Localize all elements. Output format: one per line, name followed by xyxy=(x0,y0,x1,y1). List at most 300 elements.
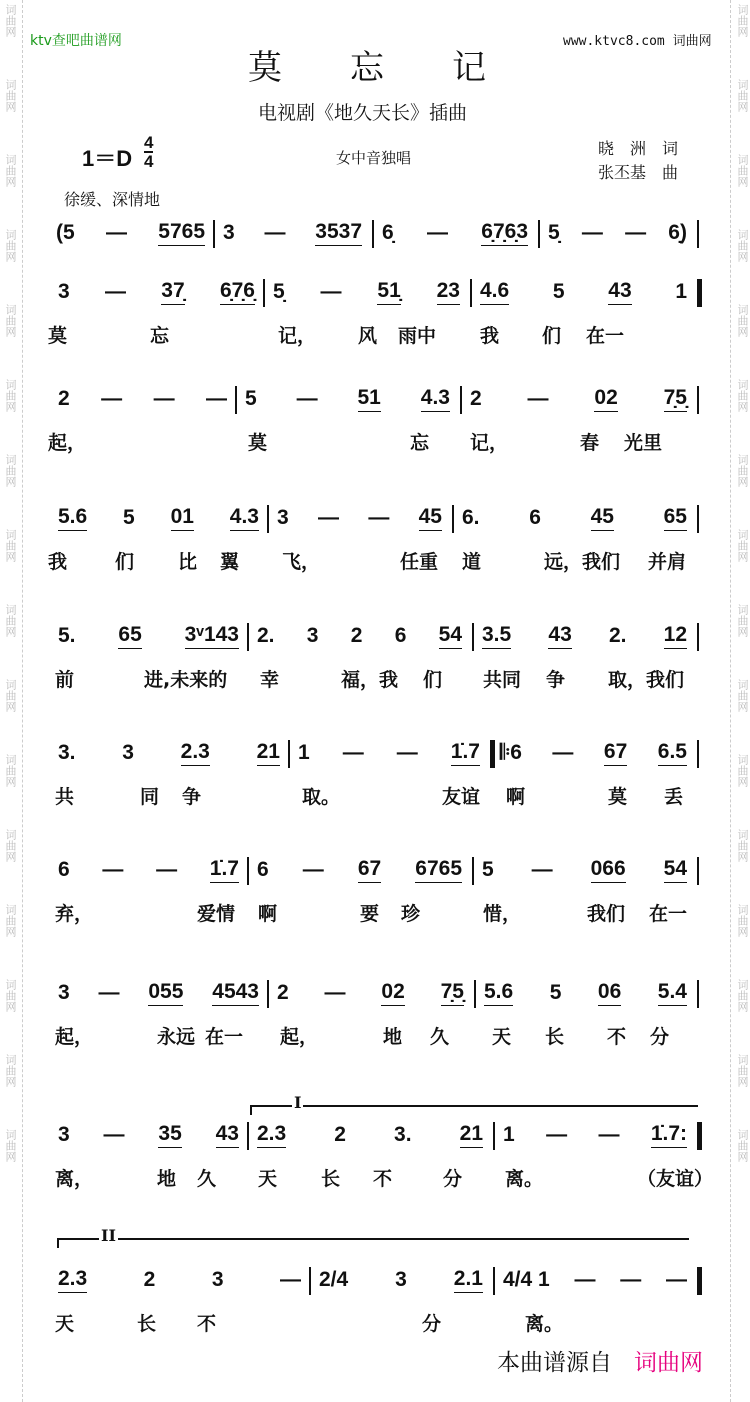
barline xyxy=(235,386,237,414)
dash-note: — xyxy=(156,857,178,881)
barline xyxy=(263,279,265,307)
lyric: 们 xyxy=(115,551,135,573)
side-watermark-text: 词曲网 xyxy=(736,4,749,37)
lyricist: 晓 洲 词 xyxy=(598,139,679,158)
dash-note: — xyxy=(102,857,124,881)
barline xyxy=(288,740,290,768)
dash-note: — xyxy=(318,505,339,529)
note: 1̇.7: xyxy=(651,1122,687,1148)
barline xyxy=(490,740,495,768)
dash-note: — xyxy=(574,1267,596,1291)
lyric: 忘 xyxy=(150,325,170,347)
barline xyxy=(697,857,699,885)
time-signature xyxy=(144,134,153,170)
note: 7̣5̣ xyxy=(441,980,464,1006)
note: 6 xyxy=(394,623,407,647)
lyric: 起， xyxy=(280,1026,319,1048)
first-ending-label: I xyxy=(294,1093,302,1112)
lyric: 永远 xyxy=(157,1026,196,1048)
barline xyxy=(697,980,699,1008)
note: 23 xyxy=(437,279,460,305)
note: 1̇.7 xyxy=(210,857,239,883)
note: 3 xyxy=(58,980,70,1004)
song-subtitle: 电视剧《地久天长》插曲 xyxy=(258,102,468,124)
site-watermark-right[interactable]: www.ktvc8.com 词曲网 xyxy=(563,34,712,49)
note: 4543 xyxy=(212,980,259,1006)
measure xyxy=(245,384,450,414)
note: 5 xyxy=(245,386,257,410)
lyric: 任重 xyxy=(400,551,439,573)
side-watermark-text: 词曲网 xyxy=(4,379,17,412)
composer: 张丕基 曲 xyxy=(598,163,679,182)
note: 43 xyxy=(216,1122,239,1148)
barline xyxy=(538,220,540,248)
dash-note: — xyxy=(527,386,549,410)
side-watermark-text: 词曲网 xyxy=(736,1129,749,1162)
measure xyxy=(56,218,205,248)
measure xyxy=(58,855,239,885)
lyric: 翼 xyxy=(220,551,240,573)
lyric: 莫 xyxy=(48,325,68,347)
note: 2 xyxy=(58,386,70,410)
note: 3 xyxy=(58,1122,70,1146)
lyric: 福，我 xyxy=(341,669,399,691)
measure xyxy=(223,218,362,248)
lyric: 地 xyxy=(157,1168,177,1190)
lyric: 风 xyxy=(358,325,378,347)
barline xyxy=(247,623,249,651)
voice-type: 女中音独唱 xyxy=(336,149,412,167)
lyric: 在一 xyxy=(205,1026,244,1048)
barline xyxy=(213,220,215,248)
barline xyxy=(697,386,699,414)
dash-note: — xyxy=(620,1267,642,1291)
note: 1 xyxy=(503,1122,515,1146)
note: 43 xyxy=(548,623,571,649)
measure xyxy=(319,1265,483,1295)
dash-note: — xyxy=(665,1267,687,1291)
note: 06 xyxy=(598,980,621,1006)
note: 54 xyxy=(439,623,462,649)
site-watermark-left[interactable]: ktv查吧曲谱网 xyxy=(30,33,122,49)
lyric: 们 xyxy=(542,325,562,347)
lyric: 我们 xyxy=(587,903,626,925)
note: 54 xyxy=(664,857,687,883)
lyric: 雨中 xyxy=(398,325,437,347)
song-title: 莫 忘 记 xyxy=(248,48,486,88)
barline xyxy=(267,505,269,533)
note: 5 xyxy=(482,857,494,881)
note: 3. xyxy=(394,1122,412,1146)
note: 2 xyxy=(470,386,482,410)
lyric: 离。 xyxy=(505,1168,544,1190)
note: 5 xyxy=(123,505,135,529)
dash-note: — xyxy=(320,279,342,303)
side-watermark-text: 词曲网 xyxy=(736,979,749,1012)
note: 3 xyxy=(223,220,235,244)
note: 12 xyxy=(664,623,687,649)
lyric: 长 xyxy=(137,1313,157,1335)
lyric: 春 xyxy=(580,432,600,454)
side-watermark-text: 词曲网 xyxy=(4,679,17,712)
dash-note: — xyxy=(396,740,418,764)
note: 3ᵛ143 xyxy=(185,623,239,649)
measure xyxy=(58,1265,301,1295)
lyric: 我 xyxy=(48,551,68,573)
barline xyxy=(452,505,454,533)
lyric: 地 xyxy=(383,1026,403,1048)
note: 2/4 xyxy=(319,1267,349,1291)
note: 6̣7̣6̣ xyxy=(220,279,255,305)
note: 5.4 xyxy=(658,980,687,1006)
staff-row xyxy=(0,1120,750,1150)
note: 3 xyxy=(277,505,289,529)
dash-note: — xyxy=(296,386,318,410)
lyric: 不 xyxy=(373,1168,393,1190)
dash-note: — xyxy=(552,740,574,764)
dash-note: — xyxy=(101,386,123,410)
lyric: 丢 xyxy=(664,786,684,808)
side-watermark-text: 词曲网 xyxy=(736,229,749,262)
note: 6̣7̣6̣3 xyxy=(481,220,528,246)
dash-note: — xyxy=(279,1267,301,1291)
note: 1̇.7 xyxy=(451,740,480,766)
measure xyxy=(58,503,259,533)
lyric: 道 xyxy=(462,551,482,573)
side-watermark-text: 词曲网 xyxy=(736,79,749,112)
note: 5.6 xyxy=(484,980,513,1006)
lyric: 离。 xyxy=(525,1313,564,1335)
lyric: 爱情 xyxy=(197,903,236,925)
measure xyxy=(503,1120,687,1150)
side-watermark-text: 词曲网 xyxy=(736,454,749,487)
note: 4.6 xyxy=(480,279,509,305)
note: 2 xyxy=(143,1267,156,1291)
lyric: 前 xyxy=(55,669,75,691)
dash-note: — xyxy=(103,1122,125,1146)
barline xyxy=(697,279,702,307)
note: 6 xyxy=(257,857,269,881)
barline xyxy=(470,279,472,307)
note: 2.3 xyxy=(58,1267,87,1293)
note: 65 xyxy=(118,623,141,649)
note: 2 xyxy=(334,1122,346,1146)
measure xyxy=(58,978,259,1008)
staff-row xyxy=(0,384,750,414)
measure xyxy=(548,218,687,248)
time-sig-top: 4 xyxy=(144,133,154,152)
source-label: 本曲谱源自 xyxy=(497,1350,612,1376)
lyric: 分 xyxy=(650,1026,670,1048)
side-watermark-text: 词曲网 xyxy=(736,304,749,337)
left-border xyxy=(22,0,23,1402)
note: 6. xyxy=(462,505,480,529)
barline xyxy=(697,505,699,533)
lyric: 忘 xyxy=(410,432,430,454)
side-watermark-text: 词曲网 xyxy=(4,229,17,262)
dash-note: — xyxy=(98,980,120,1004)
lyric: 久 xyxy=(430,1026,450,1048)
measure xyxy=(482,621,687,651)
lyric: 取，我们 xyxy=(608,669,685,691)
note: 3 xyxy=(58,279,70,303)
note: 066 xyxy=(591,857,626,883)
note: 21 xyxy=(257,740,280,766)
barline xyxy=(247,857,249,885)
lyric: 要 xyxy=(360,903,380,925)
lyric: 离， xyxy=(55,1168,94,1190)
note: 3.5 xyxy=(482,623,511,649)
dash-note: — xyxy=(104,279,126,303)
measure xyxy=(484,978,687,1008)
note: 67 xyxy=(358,857,381,883)
dash-note: — xyxy=(153,386,175,410)
right-border xyxy=(730,0,731,1402)
lyric: 不 xyxy=(607,1026,627,1048)
side-watermark-text: 词曲网 xyxy=(4,1054,17,1087)
staff-row xyxy=(0,855,750,885)
note: 5 xyxy=(549,980,562,1004)
staff-row xyxy=(0,621,750,651)
measure xyxy=(58,384,227,414)
barline xyxy=(493,1267,495,1295)
lyric: 并肩 xyxy=(648,551,687,573)
lyric: 啊 xyxy=(258,903,278,925)
lyric: 啊 xyxy=(506,786,526,808)
side-watermark-text: 词曲网 xyxy=(736,154,749,187)
barline xyxy=(460,386,462,414)
staff-row xyxy=(0,738,750,768)
note: 2.1 xyxy=(454,1267,483,1293)
lyric: 友谊 xyxy=(442,786,481,808)
note: 7̣5̣ xyxy=(664,386,687,412)
side-watermark-text: 词曲网 xyxy=(4,829,17,862)
lyric: 分 xyxy=(422,1313,442,1335)
staff-row xyxy=(0,503,750,533)
key-signature: 1＝D xyxy=(82,146,133,171)
lyric: 取。 xyxy=(302,786,341,808)
staff-row xyxy=(0,218,750,248)
source-site-link[interactable]: 词曲网 xyxy=(634,1350,703,1376)
note: 3. xyxy=(58,740,76,764)
barline xyxy=(493,1122,495,1150)
note: 5765 xyxy=(158,220,205,246)
barline xyxy=(697,740,699,768)
note: 055 xyxy=(148,980,183,1006)
lyric: 天 xyxy=(258,1168,278,1190)
lyric: 光里 xyxy=(624,432,663,454)
side-watermark-text: 词曲网 xyxy=(4,454,17,487)
dash-note: — xyxy=(531,857,553,881)
note: 02 xyxy=(381,980,404,1006)
note: 01 xyxy=(171,505,194,531)
note: 65 xyxy=(664,505,687,531)
note: 6.5 xyxy=(658,740,687,766)
note: 5̣ xyxy=(548,220,560,244)
second-ending-label: II xyxy=(101,1226,116,1245)
side-watermark-text: 词曲网 xyxy=(4,1129,17,1162)
lyric: 幸 xyxy=(260,669,280,691)
measure xyxy=(58,277,255,307)
side-watermark-text: 词曲网 xyxy=(4,529,17,562)
side-watermark-left xyxy=(3,4,19,1204)
measure xyxy=(482,855,687,885)
staff-row xyxy=(0,1265,750,1295)
note: 51 xyxy=(358,386,381,412)
side-watermark-text: 词曲网 xyxy=(4,979,17,1012)
barline xyxy=(474,980,476,1008)
note: 2 xyxy=(277,980,289,1004)
barline xyxy=(697,1267,702,1295)
measure xyxy=(277,978,464,1008)
lyric: 不 xyxy=(197,1313,217,1335)
note: 5̣ xyxy=(273,279,285,303)
note: 3 xyxy=(395,1267,407,1291)
barline xyxy=(267,980,269,1008)
dash-note: — xyxy=(581,220,603,244)
lyric: 记， xyxy=(278,325,317,347)
side-watermark-text: 词曲网 xyxy=(736,1054,749,1087)
barline xyxy=(697,623,699,651)
lyric: 惜， xyxy=(483,903,522,925)
note: 2 xyxy=(350,623,363,647)
side-watermark-text: 词曲网 xyxy=(4,79,17,112)
measure xyxy=(503,1265,687,1295)
lyric: 长 xyxy=(321,1168,341,1190)
lyric: 共 xyxy=(55,786,75,808)
side-watermark-text: 词曲网 xyxy=(4,754,17,787)
note: 3 xyxy=(306,623,319,647)
side-watermark-text: 词曲网 xyxy=(736,379,749,412)
note: 6 xyxy=(529,505,541,529)
first-ending-bracket xyxy=(250,1093,698,1115)
lyric: 起， xyxy=(55,1026,94,1048)
dash-note: — xyxy=(342,740,364,764)
measure xyxy=(277,503,442,533)
second-ending-bracket xyxy=(57,1226,689,1248)
barline xyxy=(697,220,699,248)
measure xyxy=(58,1120,239,1150)
lyric: 弃， xyxy=(55,903,94,925)
barline xyxy=(372,220,374,248)
dash-note: — xyxy=(546,1122,568,1146)
lyric: 争 xyxy=(182,786,202,808)
note: 4/4 1 xyxy=(503,1267,550,1291)
dash-note: — xyxy=(264,220,286,244)
side-watermark-text: 词曲网 xyxy=(4,154,17,187)
lyric: 起， xyxy=(48,432,87,454)
side-watermark-text: 词曲网 xyxy=(4,604,17,637)
note: 6̣ xyxy=(382,220,394,244)
note: 51̣ xyxy=(377,279,400,305)
note: 45 xyxy=(591,505,614,531)
note: (5 xyxy=(56,220,75,244)
lyric: 进,未来的 xyxy=(144,669,228,691)
lyric: 天 xyxy=(492,1026,512,1048)
note: 5 xyxy=(552,279,565,303)
tempo-marking: 徐缓、深情地 xyxy=(64,190,161,209)
time-sig-bottom: 4 xyxy=(144,152,154,171)
note: 6 xyxy=(58,857,70,881)
lyric: 记， xyxy=(470,432,509,454)
dash-note: — xyxy=(426,220,448,244)
lyric: 分 xyxy=(443,1168,463,1190)
lyric: 莫 xyxy=(248,432,268,454)
measure xyxy=(500,738,687,768)
side-watermark-right xyxy=(735,4,750,1204)
dash-note: — xyxy=(105,220,127,244)
note: 3 xyxy=(122,740,134,764)
measure xyxy=(257,621,462,651)
note: 6765 xyxy=(415,857,462,883)
dash-note: — xyxy=(302,857,324,881)
dash-note: — xyxy=(206,386,227,410)
note: 3537 xyxy=(315,220,362,246)
side-watermark-text: 词曲网 xyxy=(736,529,749,562)
measure xyxy=(58,621,239,651)
note: 4.3 xyxy=(230,505,259,531)
dash-note: — xyxy=(324,980,346,1004)
lyric: 远，我们 xyxy=(544,551,621,573)
dash-note: — xyxy=(368,505,390,529)
staff-row xyxy=(0,277,750,307)
note: 2. xyxy=(257,623,275,647)
measure xyxy=(257,855,462,885)
lyric: （友谊） xyxy=(637,1168,714,1190)
side-watermark-text: 词曲网 xyxy=(4,4,17,37)
barline xyxy=(247,1122,249,1150)
side-watermark-text: 词曲网 xyxy=(736,679,749,712)
note: 37̣ xyxy=(161,279,184,305)
measure xyxy=(273,277,460,307)
measure xyxy=(298,738,480,768)
note: 67 xyxy=(604,740,627,766)
note: 6̣) xyxy=(668,220,687,244)
note: 3 xyxy=(211,1267,224,1291)
lyric: 在一 xyxy=(586,325,625,347)
measure xyxy=(462,503,687,533)
note: 1 xyxy=(298,740,310,764)
measure xyxy=(257,1120,483,1150)
lyric: 飞， xyxy=(282,551,321,573)
lyric: 比 xyxy=(178,551,198,573)
measure xyxy=(382,218,528,248)
lyric: 我 xyxy=(480,325,500,347)
lyric: 共同 xyxy=(483,669,522,691)
staff-row xyxy=(0,978,750,1008)
barline xyxy=(472,857,474,885)
barline xyxy=(472,623,474,651)
barline xyxy=(697,1122,702,1150)
note: 2.3 xyxy=(257,1122,286,1148)
lyric: 长 xyxy=(545,1026,565,1048)
measure xyxy=(480,277,687,307)
side-watermark-text: 词曲网 xyxy=(4,304,17,337)
lyric: 在一 xyxy=(649,903,688,925)
lyric: 莫 xyxy=(608,786,628,808)
note: 45 xyxy=(419,505,442,531)
dash-note: — xyxy=(625,220,647,244)
barline xyxy=(309,1267,311,1295)
side-watermark-text: 词曲网 xyxy=(736,829,749,862)
note: 2. xyxy=(608,623,627,647)
note: 4.3 xyxy=(421,386,450,412)
lyric: 同 xyxy=(140,786,160,808)
measure xyxy=(470,384,687,414)
note: 𝄆6 xyxy=(500,740,522,764)
measure xyxy=(58,738,280,768)
lyric: 久 xyxy=(197,1168,217,1190)
